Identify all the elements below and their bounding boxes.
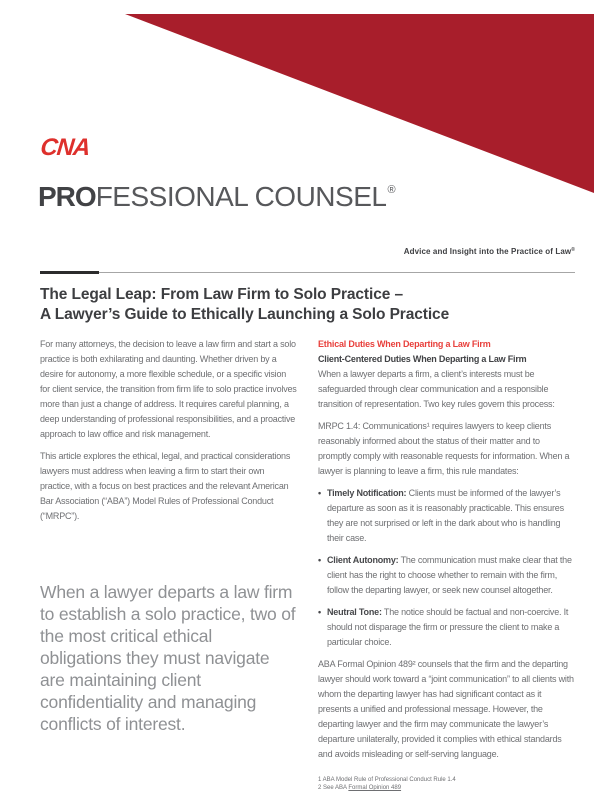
footnote-2 bbox=[318, 784, 575, 792]
bullet-label: Neutral Tone: bbox=[327, 607, 382, 617]
bullet-text: Clients must be informed of the lawyer’s departure as soon as it is reasonably practicable. This ensures they are not surprised or left in the dark about who is handling their case. bbox=[327, 488, 564, 543]
bullet-text: The notice should be factual and non-coercive. It should not disparage the firm or pressure the client to make a particular choice. bbox=[327, 607, 569, 647]
overview-paragraph: This article explores the ethical, legal, and practical considerations lawyers must address when leaving a firm to start their own practice, with a focus on best practices and the relevant American Bar Association (“ABA”) Model Rules of Professional Conduct (“MRPC”). bbox=[40, 451, 291, 521]
footnote-2-text: 2 See ABA bbox=[318, 785, 349, 791]
sub-heading: Client-Centered Duties When Departing a Law Firm bbox=[318, 354, 527, 364]
tagline-registered-mark: ® bbox=[571, 247, 575, 253]
bullet-label: Timely Notification: bbox=[327, 488, 407, 498]
cna-logo: CNA bbox=[39, 134, 91, 161]
article-title-line-2: A Lawyer’s Guide to Ethically Launching a Solo Practice bbox=[40, 305, 450, 323]
footnote-1: 1 ABA Model Rule of Professional Conduct Rule 1.4 bbox=[318, 777, 456, 783]
bullet-label: Client Autonomy: bbox=[327, 555, 399, 565]
bullet-marker: • bbox=[318, 555, 321, 565]
section-heading: Ethical Duties When Departing a Law Firm bbox=[318, 339, 491, 349]
bullet-item-timely-notification bbox=[318, 486, 575, 546]
bullet-item-neutral-tone bbox=[318, 605, 575, 650]
pull-quote: When a lawyer departs a law firm to establish a solo practice, two of the most critical ethical obligations they must navigate are maintaining client confidentiality and managing conflicts of interest. bbox=[40, 582, 296, 734]
masthead-registered-mark: ® bbox=[387, 184, 396, 196]
duties-paragraph: When a lawyer departs a firm, a client’s interests must be safeguarded through clear communication and a responsible transition of representation. Two key rules govern this process: bbox=[318, 369, 555, 409]
masthead-light-segment: FESSIONAL COUNSEL bbox=[95, 181, 387, 212]
masthead-title bbox=[38, 181, 395, 213]
intro-paragraph: For many attorneys, the decision to leave a law firm and start a solo practice is both exhilarating and daunting. Whether driven by a desire for autonomy, a more flexible schedule, or a specific vision for client service, the transition from firm life to solo practice involves more than just a change of address. It requires careful planning, a deep understanding of professional responsibilities, and a proactive approach to law office and risk management. bbox=[40, 339, 297, 439]
mrpc-paragraph: MRPC 1.4: Communications¹ requires lawyers to keep clients reasonably informed about the status of their matter and to promptly comply with reasonable requests for information. When a lawyer is planning to leave a firm, this rule mandates: bbox=[318, 421, 570, 476]
aba-opinion-paragraph: ABA Formal Opinion 489² counsels that the firm and the departing lawyer should work toward a “joint communication” to all clients with whom the departing lawyer has had significant contact as it presents a unified and professional message. However, the departing lawyer and the firm may communicate the lawyer’s departure unilaterally, provided it complies with ethical standards and avoids misleading or self-serving language. bbox=[318, 659, 574, 759]
bullet-item-client-autonomy bbox=[318, 553, 575, 598]
footnotes bbox=[318, 776, 575, 792]
right-column bbox=[318, 337, 575, 792]
masthead-bold-segment: PRO bbox=[38, 181, 96, 212]
tagline bbox=[404, 247, 575, 256]
tagline-text: Advice and Insight into the Practice of Law bbox=[403, 247, 572, 256]
bullet-text: The communication must make clear that the client has the right to choose whether to remain with the firm, follow the departing lawyer, or seek new counsel altogether. bbox=[327, 555, 572, 595]
article-title bbox=[40, 285, 575, 324]
corner-triangle-decoration bbox=[125, 14, 594, 193]
article-body bbox=[40, 285, 575, 792]
left-column bbox=[40, 337, 297, 792]
rule-accent-bar bbox=[40, 271, 99, 274]
article-title-line-1: The Legal Leap: From Law Firm to Solo Practice – bbox=[40, 286, 403, 303]
footnote-2-link[interactable]: Formal Opinion 489 bbox=[348, 785, 402, 791]
bullet-list bbox=[318, 486, 575, 650]
two-column-layout bbox=[40, 337, 575, 792]
header-rule bbox=[40, 272, 575, 273]
bullet-marker: • bbox=[318, 607, 321, 617]
bullet-marker: • bbox=[318, 488, 321, 498]
